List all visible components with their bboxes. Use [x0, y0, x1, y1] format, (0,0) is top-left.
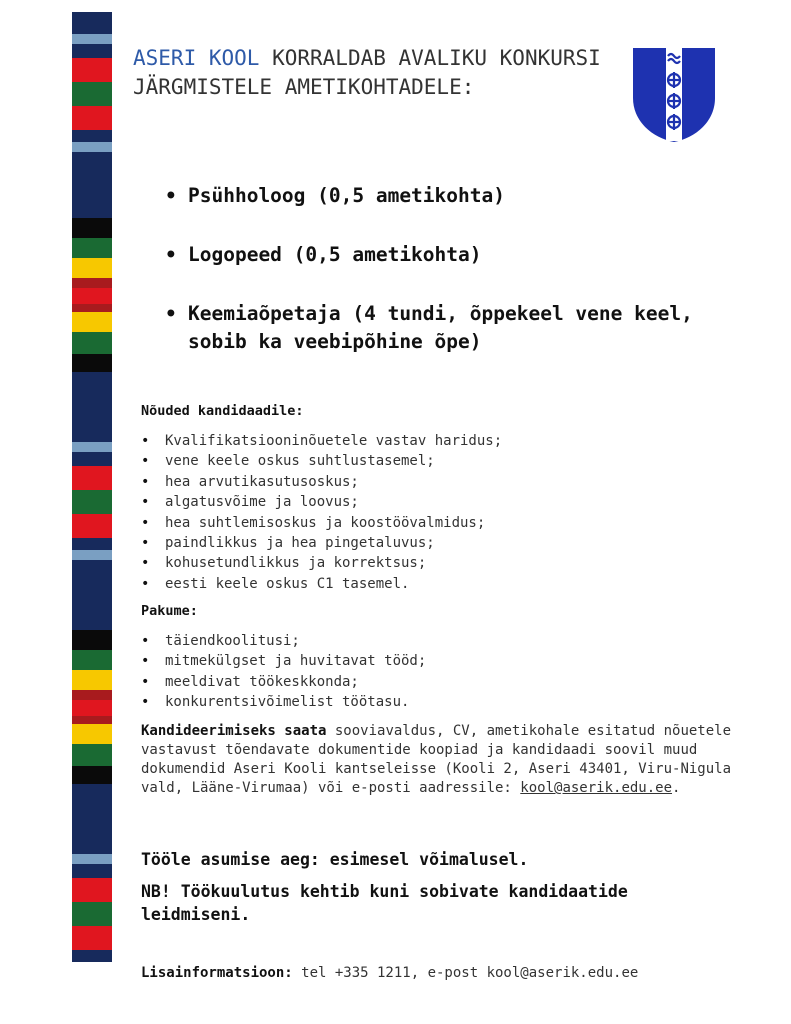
- list-item: • meeldivat töökeskkonda;: [141, 672, 426, 692]
- application-text: sooviavaldus, CV, ametikohale esitatud nõuetele vastavust tõendavate dokumentide koopiad ja kandidaadi soovil muud dokumendid Aseri Kooli kantseleisse (Kooli 2, Aseri 43401, Viru-Nigula vald, Lääne-Virumaa) või e-posti aadressile:: [141, 723, 732, 796]
- list-item: • vene keele oskus suhtlustasemel;: [141, 451, 502, 471]
- requirements-heading: Nõuded kandidaadile:: [141, 403, 304, 419]
- page-title: [133, 44, 603, 102]
- position-item: • Psühholoog (0,5 ametikohta): [165, 182, 725, 210]
- position-item: • Logopeed (0,5 ametikohta): [165, 241, 725, 269]
- list-item: • eesti keele oskus C1 tasemel.: [141, 574, 502, 594]
- email-link[interactable]: kool@aserik.edu.ee: [520, 780, 673, 796]
- offer-list: [141, 631, 426, 713]
- contact-label: Lisainformatsioon:: [141, 965, 293, 981]
- list-item: • täiendkoolitusi;: [141, 631, 426, 651]
- list-item: • paindlikkus ja hea pingetaluvus;: [141, 533, 502, 553]
- crest-icon: [631, 46, 717, 144]
- decorative-stripe: [72, 12, 112, 1010]
- list-item: • algatusvõime ja loovus;: [141, 492, 502, 512]
- positions-list: [165, 182, 725, 387]
- list-item: • kohusetundlikkus ja korrektsus;: [141, 553, 502, 573]
- title-text: KORRALDAB AVALIKU KONKURSI JÄRGMISTELE AMETIKOHTADELE:: [133, 46, 601, 99]
- application-end: .: [672, 780, 681, 796]
- list-item: • hea suhtlemisoskus ja koostöövalmidus;: [141, 513, 502, 533]
- requirements-list: [141, 431, 502, 594]
- position-item: • Keemiaõpetaja (4 tundi, õppekeel vene keel, sobib ka veebipõhine õpe): [165, 300, 725, 356]
- application-paragraph: [141, 722, 741, 798]
- contact-text: tel +335 1211, e-post kool@aserik.edu.ee: [292, 965, 639, 981]
- offer-heading: Pakume:: [141, 603, 198, 619]
- list-item: • Kvalifikatsiooninõuetele vastav haridus;: [141, 431, 502, 451]
- list-item: • mitmekülgset ja huvitavat tööd;: [141, 651, 426, 671]
- list-item: • konkurentsivõimelist töötasu.: [141, 692, 426, 712]
- contact-info: [141, 965, 638, 981]
- title-school-name: ASERI KOOL: [133, 46, 260, 70]
- notice: NB! Töökuulutus kehtib kuni sobivate kandidaatide leidmiseni.: [141, 882, 628, 924]
- start-time: Tööle asumise aeg: esimesel võimalusel.: [141, 850, 529, 869]
- list-item: • hea arvutikasutusoskus;: [141, 472, 502, 492]
- application-lead: Kandideerimiseks saata: [141, 723, 327, 739]
